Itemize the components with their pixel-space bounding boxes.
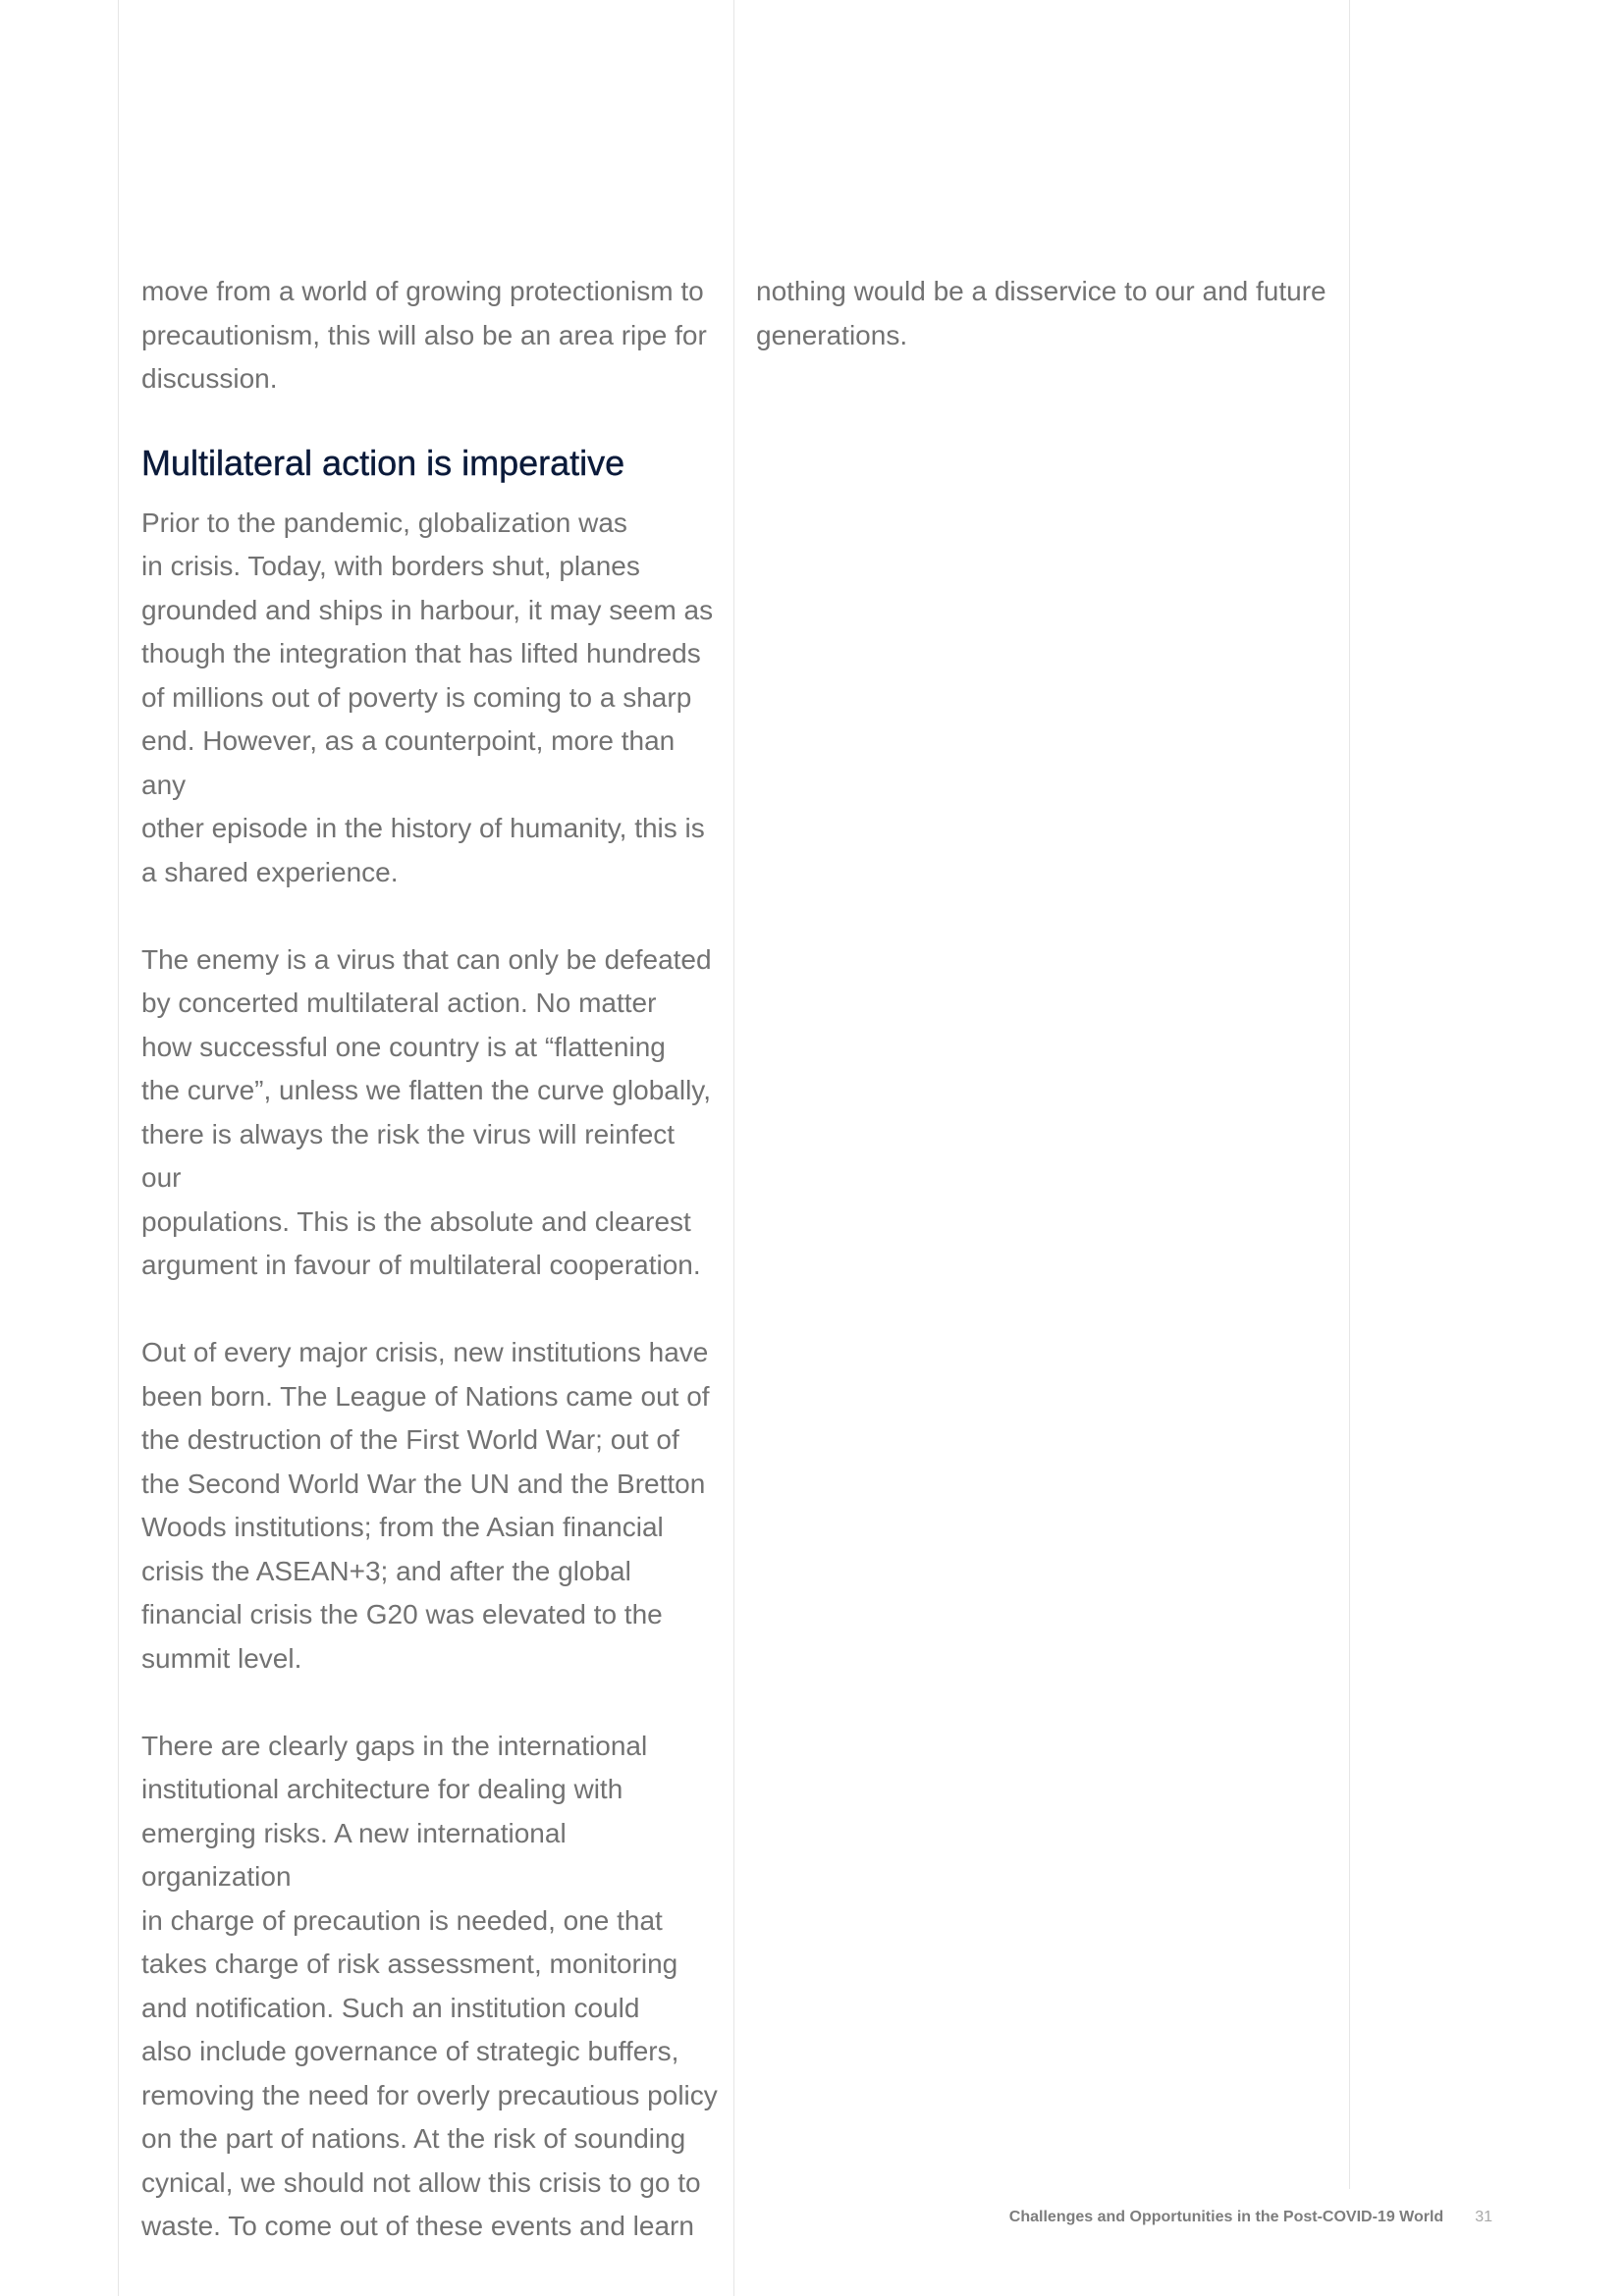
continuation-paragraph: nothing would be a disservice to our and future generations. [756, 276, 1326, 350]
column-rule-middle [733, 0, 734, 2296]
body-paragraph-2: The enemy is a virus that can only be defeated by concerted multilateral action. No matter how successful one country is at “flattening the curve”, unless we flatten the curve globally, there is always the risk the virus will reinfect our populations. This is the absolute and clearest argument in favour of multilateral cooperation. [141, 943, 712, 1280]
body-paragraph-3: Out of every major crisis, new institutions have been born. The League of Nations came out of the destruction of the First World War; out of the Second World War the UN and the Bretton Woods institutions; from the Asian financial crisis the ASEAN+3; and after the global financial crisis the G20 was elevated to the summit level. [141, 1337, 710, 1674]
body-paragraph-4: There are clearly gaps in the international institutional architecture for dealing with emerging risks. A new international organization in charge of precaution is needed, one that takes charge of risk assessment, monitoring and notification. Such an institution could also include governance of strategic buffers, removing the need for overly precautious policy on the part of nations. At the risk of sounding cynical, we should not allow this crisis to go to waste. To come out of these events and learn [141, 1730, 718, 2241]
column-rule-left [118, 0, 119, 2296]
column-rule-right [1349, 0, 1350, 2189]
body-paragraph-1: Prior to the pandemic, globalization was in crisis. Today, with borders shut, planes grounded and ships in harbour, it may seem as though the integration that has lifted hundreds of millions out of poverty is coming to a sharp end. However, as a counterpoint, more than any other episode in the history of humanity, this is a shared experience. [141, 507, 714, 887]
right-column [756, 270, 1335, 357]
section-heading: Multilateral action is imperative [141, 442, 625, 483]
footer-document-title: Challenges and Opportunities in the Post-COVID-19 World [1008, 2209, 1444, 2225]
page-footer [1009, 2209, 1492, 2226]
left-column [141, 270, 721, 2249]
intro-paragraph: move from a world of growing protectionism to precautionism, this will also be an area ripe for discussion. [141, 276, 707, 394]
page-number: 31 [1475, 2209, 1492, 2225]
